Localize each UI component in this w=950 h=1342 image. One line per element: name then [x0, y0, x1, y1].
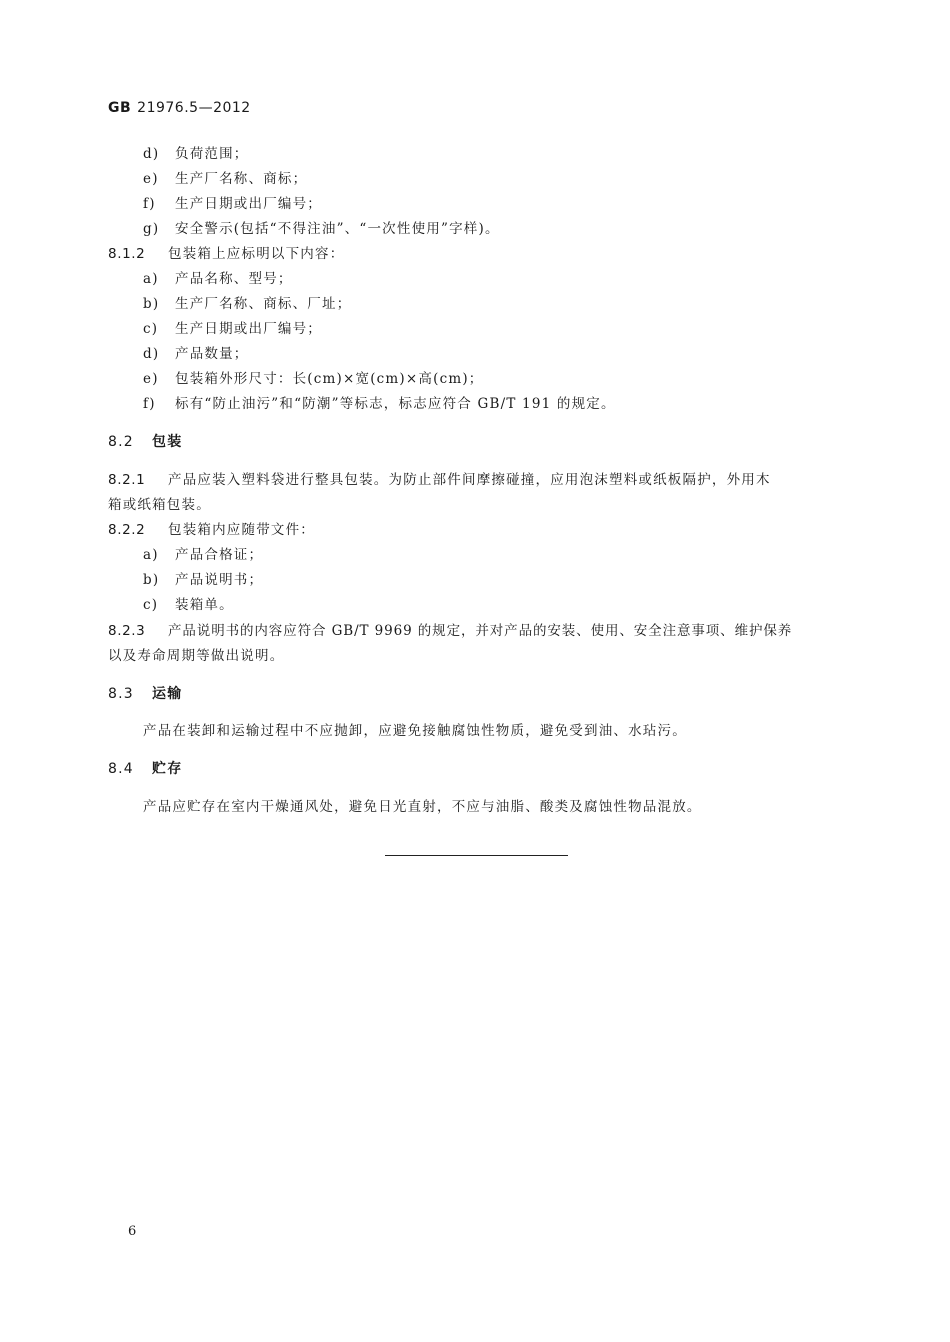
list-item: a) 产品名称、型号； — [143, 271, 293, 287]
list-item: d) 负荷范围； — [143, 146, 249, 162]
list-item: d) 产品数量； — [143, 346, 249, 362]
end-rule — [385, 855, 568, 856]
section-8-4-text: 产品应贮存在室内干燥通风处，避免日光直射，不应与油脂、酸类及腐蚀性物品混放。 — [143, 799, 702, 815]
section-8-3-text: 产品在装卸和运输过程中不应抛卸，应避免接触腐蚀性物质，避免受到油、水玷污。 — [143, 723, 687, 739]
clause-8-2-1: 8.2.1 产品应装入塑料袋进行整具包装。为防止部件间摩擦碰撞，应用泡沫塑料或纸板隔护，外用木 — [108, 472, 771, 488]
list-item: b) 产品说明书； — [143, 572, 264, 588]
page-header — [108, 100, 251, 116]
clause-8-2-3: 8.2.3 产品说明书的内容应符合 GB/T 9969 的规定，并对产品的安装、使用、安全注意事项、维护保养 — [108, 623, 793, 639]
list-item: a) 产品合格证； — [143, 547, 264, 563]
list-item: b) 生产厂名称、商标、厂址； — [143, 296, 352, 312]
list-item: c) 生产日期或出厂编号； — [143, 321, 322, 337]
list-item: f) 标有“防止油污”和“防潮”等标志，标志应符合 GB/T 191 的规定。 — [143, 396, 616, 412]
list-item: e) 包装箱外形尺寸：长(cm)×宽(cm)×高(cm)； — [143, 371, 484, 387]
section-heading-8-2: 8.2 包装 — [108, 434, 183, 450]
section-heading-8-3: 8.3 运输 — [108, 686, 183, 702]
list-item: g) 安全警示(包括“不得注油”、“一次性使用”字样)。 — [143, 221, 500, 237]
list-item: f) 生产日期或出厂编号； — [143, 196, 322, 212]
clause-8-2-3-continued: 以及寿命周期等做出说明。 — [108, 648, 285, 664]
list-item: c) 装箱单。 — [143, 597, 234, 613]
clause-8-2-2: 8.2.2 包装箱内应随带文件： — [108, 522, 315, 538]
section-heading-8-4: 8.4 贮存 — [108, 761, 183, 777]
standard-prefix: GB — [108, 100, 132, 116]
clause-8-1-2: 8.1.2 包装箱上应标明以下内容： — [108, 246, 345, 262]
clause-8-2-1-continued: 箱或纸箱包装。 — [108, 497, 211, 513]
list-item: e) 生产厂名称、商标； — [143, 171, 308, 187]
standard-number: 21976.5—2012 — [137, 100, 251, 116]
page-number: 6 — [128, 1224, 137, 1239]
